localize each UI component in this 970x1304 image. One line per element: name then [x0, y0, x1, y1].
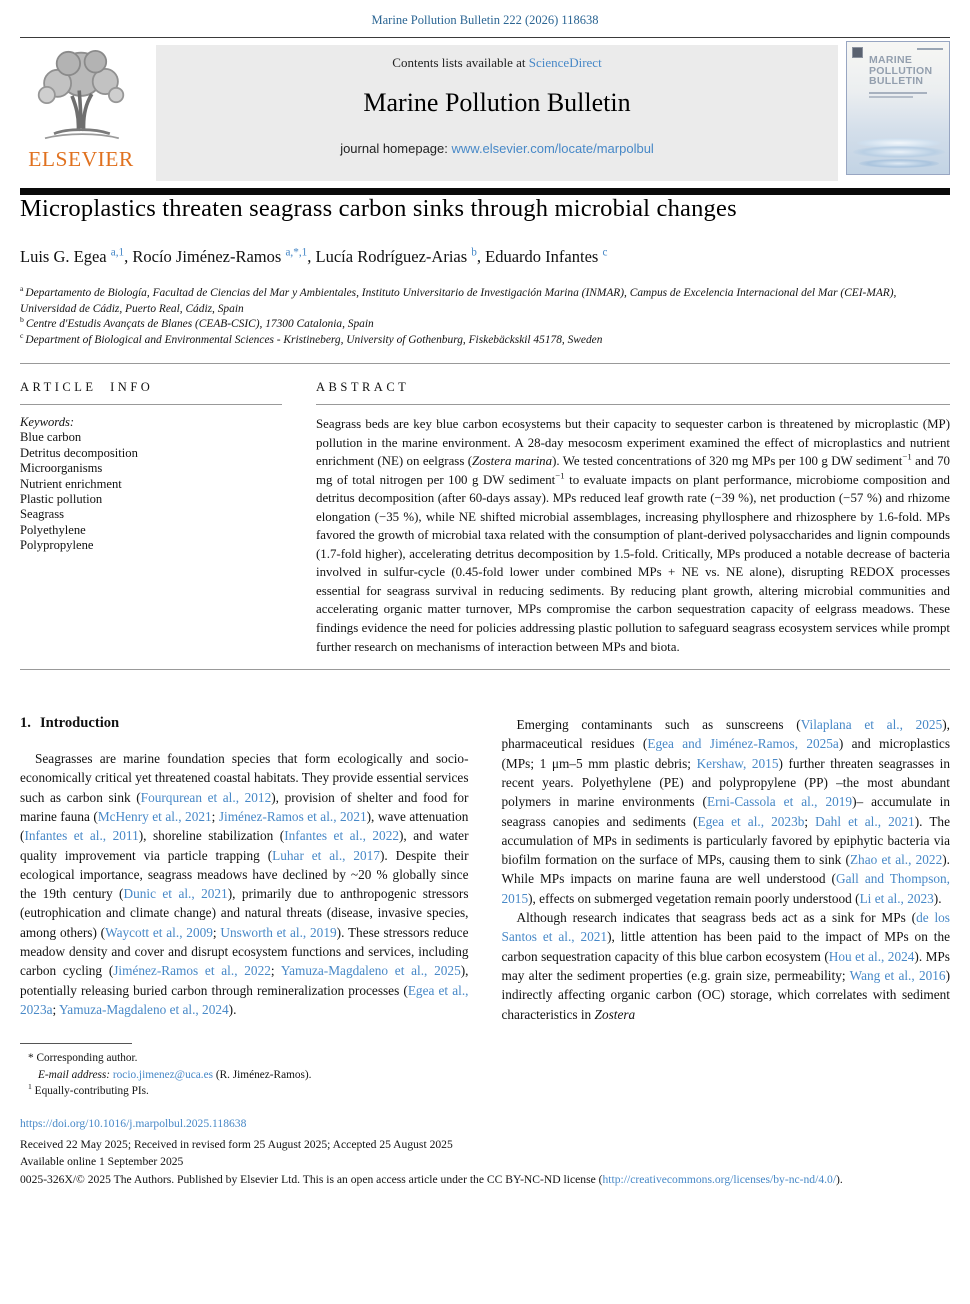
intro-paragraph [20, 749, 469, 1019]
text-segment: b [20, 315, 26, 325]
keywords-block [20, 415, 282, 554]
cover-title-line: MARINE [869, 54, 913, 66]
elsevier-tree-icon [27, 45, 135, 145]
contents-line [156, 55, 838, 71]
affiliation-a [20, 286, 950, 317]
text-segment: ), and water quality improvement via particle trapping ( [20, 828, 469, 863]
text-segment: ). MPs may alter the sediment properties (e.g. grain size, permeability; [501, 948, 950, 983]
sciencedirect-link[interactable]: ScienceDirect [528, 55, 602, 70]
text-segment: c [20, 330, 26, 340]
article-info-heading: ARTICLE INFO [20, 380, 282, 405]
inline-link[interactable]: Infantes et al., 2022 [284, 828, 399, 844]
inline-link[interactable]: Luhar et al., 2017 [272, 847, 380, 863]
inline-link[interactable]: Yamuza-Magdaleno et al., 2025 [280, 963, 461, 979]
footnote-divider [20, 1043, 132, 1044]
text-segment: Department of Biological and Environmental Sciences - Kristineberg, University of Gothenburg, Fiskebäckskil 45178, Sweden [25, 333, 603, 346]
text-segment: Seagrass beds are key blue carbon ecosystems but their capacity to sequester carbon is threatened by microplastic (MP) pollution in the marine environment. A 28-day mesocosm experiment examined the effect of microplastics and nutrient enrichment (NE) on eelgrass ( [316, 417, 950, 469]
text-segment: ). We tested concentrations of 320 mg MPs per 100 g DW sediment [552, 454, 903, 469]
text-segment: Luis G. Egea [20, 247, 111, 266]
masthead-center-panel [156, 45, 838, 181]
inline-link[interactable]: Hou et al., 2024 [828, 948, 915, 964]
introduction-section [20, 715, 950, 1024]
intro-paragraph [502, 715, 951, 908]
top-divider [20, 37, 950, 38]
text-segment: ) and microplastics (MPs; 1 μm–5 mm plastic debris; [501, 736, 951, 771]
inline-link[interactable]: Egea and Jiménez-Ramos, 2025a [647, 736, 839, 752]
text-segment: a [20, 284, 26, 294]
text-segment: ). [933, 890, 942, 906]
intro-right-column [502, 715, 951, 1024]
doi-link[interactable]: https://doi.org/10.1016/j.marpolbul.2025.118638 [20, 1117, 247, 1131]
inline-link[interactable]: Unsworth et al., 2019 [220, 924, 337, 940]
text-segment: −1 [902, 451, 912, 462]
text-segment: 0025-326X/© 2025 The Authors. Published by Elsevier Ltd. This is an open access article under the CC BY-NC-ND license ( [20, 1172, 603, 1186]
text-segment: Although research indicates that seagrass beds act as a sink for MPs ( [516, 910, 917, 926]
section-number: 1. [20, 715, 31, 732]
cover-subtitle-bar [869, 92, 927, 94]
inline-link[interactable]: c [602, 246, 608, 259]
abstract-column [316, 364, 950, 656]
section-heading-introduction [20, 715, 469, 732]
text-segment: ), shoreline stabilization ( [138, 828, 285, 844]
cover-title-line: POLLUTION [869, 64, 933, 77]
info-abstract-section [20, 364, 950, 656]
inline-link[interactable]: McHenry et al., 2021 [97, 809, 212, 824]
inline-link[interactable]: a,*,1 [285, 246, 308, 259]
text-segment: Zostera marina [472, 454, 553, 469]
inline-link[interactable]: Dunic et al., 2021 [123, 886, 228, 902]
text-segment: ) indirectly affecting organic carbon (OC) storage, which correlates with sediment characteristics in [501, 967, 951, 1022]
keyword-item: Seagrass [20, 507, 65, 522]
keyword-item: Plastic pollution [20, 492, 103, 507]
inline-link[interactable]: Vilaplana et al., 2025 [800, 717, 943, 733]
keyword-item: Polyethylene [20, 522, 86, 537]
cover-title [869, 55, 932, 87]
affiliation-b [20, 317, 950, 333]
masthead [20, 45, 950, 181]
journal-title: Marine Pollution Bulletin [363, 88, 631, 117]
masthead-divider-bar [20, 188, 950, 195]
text-segment: −1 [555, 470, 565, 481]
intro-left-column [20, 715, 469, 1024]
section-divider [20, 669, 950, 670]
inline-link[interactable]: de los Santos et al., 2021 [501, 910, 950, 945]
inline-link[interactable]: Yamuza-Magdaleno et al., 2024 [59, 1001, 229, 1017]
text-segment: ; [804, 813, 816, 829]
inline-link[interactable]: b [471, 246, 477, 259]
available-online: Available online 1 September 2025 [20, 1155, 184, 1169]
homepage-prefix: journal homepage: [340, 141, 452, 156]
keyword-item: Blue carbon [20, 430, 82, 445]
cover-wave-art [853, 146, 945, 158]
text-segment: ). [228, 1001, 237, 1017]
inline-link[interactable]: Kershaw, 2015 [696, 755, 779, 771]
text-segment: to evaluate impacts on plant performance, microbiome composition and detritus decomposition (after 60-days assay). MPs reduced leaf growth rate (−39 %), net production (−57 %) and rhizome elongation (−35 %), while NE shifted microbial assemblages, increasing phyllosphere and rhizosphere by 1.6-fold. MPs favored the growth of microbial taxa related with the consumption of plant-derived polysaccharides and lignin compounds (1.7-fold higher), accelerating detritus decomposition by 1.5-fold. Critically, MPs produced a notable decrease of bacteria involved in sulfur-cycle (0.45-fold lower under combined MPs + NE vs. NE alone), disrupting REDOX processes essential for seagrass survival in reducing sediments. By reducing plant growth, altering microbial communities and accelerating organic matter turnover, MPs compromise the carbon sequestration capacity of eelgrass meadows. These findings evidence the need for policies addressing plastic pollution to safeguard seagrass ecosystem services while prompt further research on mechanisms of interaction between MPs and biota. [316, 472, 951, 654]
inline-link[interactable]: Jiménez-Ramos et al., 2021 [218, 809, 367, 824]
inline-link[interactable]: Waycott et al., 2009 [105, 924, 213, 940]
text-segment: ), wave attenuation ( [20, 809, 469, 844]
article-info-column [20, 364, 282, 656]
text-segment: ), primarily due to anthropogenic stressors (eutrophication and climate change) and natural threats (disease, invasive species, among others) ( [20, 886, 469, 940]
text-segment: ) further threaten seagrasses in recent years. Polyethylene (PE) and polypropylene (PP) –the most abundant polymers in marine environments ( [501, 755, 950, 810]
journal-cover-thumbnail[interactable] [846, 41, 950, 175]
text-segment: 1 [28, 1082, 32, 1092]
abstract-heading: ABSTRACT [316, 380, 950, 405]
text-segment: ). Despite their ecological importance, seagrass meadows have declined by ~20 % globally since the 19th century ( [20, 847, 469, 902]
text-segment: (R. Jiménez-Ramos). [213, 1068, 312, 1081]
inline-link[interactable]: Egea et al., 2023a [20, 982, 469, 1017]
text-segment: ), effects on submerged vegetation remain poorly understood ( [528, 890, 860, 906]
copyright-line [20, 1171, 950, 1189]
text-segment: , Lucía Rodríguez-Arias [307, 247, 472, 266]
inline-link[interactable]: Jiménez-Ramos et al., 2022 [113, 963, 271, 979]
keyword-item: Microorganisms [20, 461, 103, 476]
inline-link[interactable]: Egea et al., 2023b [697, 813, 805, 829]
elsevier-wordmark: ELSEVIER [28, 147, 134, 171]
affiliation-list [20, 286, 950, 348]
text-segment: ), potentially releasing buried carbon through remineralization processes ( [20, 963, 469, 998]
footnote-email [20, 1067, 950, 1084]
inline-link[interactable]: Infantes et al., 2011 [24, 828, 139, 844]
text-segment: Centre d'Estudis Avançats de Blanes (CEAB-CSIC), 17300 Catalonia, Spain [25, 318, 374, 330]
inline-link[interactable]: Erni-Cassola et al., 2019 [707, 794, 853, 810]
cover-wave-art [859, 159, 939, 168]
inline-link[interactable]: Wang et al., 2016 [849, 967, 946, 983]
received-dates: Received 22 May 2025; Received in revised form 25 August 2025; Accepted 25 August 2025 [20, 1137, 453, 1151]
text-segment: ), provision of shelter and food for marine fauna ( [20, 789, 469, 824]
section-title: Introduction [39, 715, 120, 732]
abstract-text [316, 415, 950, 656]
affiliation-c [20, 330, 950, 349]
inline-link[interactable]: a,1 [110, 246, 125, 259]
keyword-item: Detritus decomposition [20, 445, 138, 460]
text-segment: Zostera [594, 1006, 636, 1022]
cover-subtitle-bar [869, 96, 913, 98]
cover-title-line: BULLETIN [869, 75, 924, 87]
inline-link[interactable]: Gall and Thompson, 2015 [501, 871, 950, 906]
contents-prefix: Contents lists available at [392, 55, 529, 70]
footnotes [20, 1043, 950, 1100]
journal-citation: Marine Pollution Bulletin 222 (2026) 118638 [371, 13, 599, 27]
inline-link[interactable]: Dahl et al., 2021 [815, 813, 915, 829]
text-segment: )– accumulate in seagrass canopies and sediments ( [501, 794, 951, 829]
cover-publisher-logo-icon [852, 47, 863, 58]
article-footer [20, 1115, 950, 1188]
text-segment: Departamento de Biología, Facultad de Ciencias del Mar y Ambientales, Instituto Universitario de Investigación Marina (INMAR), Campus de Excelencia Internacional del Mar (CEI-MAR), Universidad de Cádiz, Puerto Real, Cádiz, Spain [20, 287, 897, 315]
text-segment: Emerging contaminants such as sunscreens ( [516, 717, 801, 733]
elsevier-logo[interactable] [20, 45, 142, 172]
intro-paragraph [502, 908, 951, 1024]
inline-link[interactable]: Zhao et al., 2022 [849, 852, 943, 868]
text-segment: , Rocío Jiménez-Ramos [124, 247, 286, 266]
text-segment: * Corresponding author. [28, 1051, 138, 1064]
text-segment: ). The accumulation of MPs in sediments is particularly favored by epiphytic bacteria via biofilm formation on the surface of MPs, causing them to sink ( [501, 813, 950, 868]
homepage-line [156, 141, 838, 156]
text-segment: and 70 mg of total nitrogen per 100 g DW sediment [316, 454, 951, 487]
footnote-equal-contribution [20, 1083, 950, 1100]
text-segment: ; [52, 1001, 60, 1017]
text-segment: ). [836, 1172, 843, 1186]
article-title: Microplastics threaten seagrass carbon sinks through microbial changes [20, 195, 737, 222]
author-list [20, 247, 950, 267]
text-segment: Seagrasses are marine foundation species that form ecologically and socio-economically critical yet threatened coastal habitats. They provide essential services such as carbon sink ( [20, 751, 469, 805]
keywords-label: Keywords: [20, 415, 75, 429]
cover-issn-bar [917, 48, 943, 50]
text-segment: ), pharmaceutical residues ( [501, 717, 950, 752]
homepage-link[interactable]: www.elsevier.com/locate/marpolbul [451, 141, 654, 156]
inline-link[interactable]: Fourqurean et al., 2012 [140, 789, 272, 805]
keyword-item: Nutrient enrichment [20, 476, 122, 491]
text-segment: E-mail address: [38, 1068, 111, 1081]
text-segment: ; [211, 809, 219, 824]
text-segment: ). While MPs impacts on marine fauna are well understood ( [501, 852, 950, 887]
inline-link[interactable]: Li et al., 2023 [859, 890, 934, 906]
footnote-corresponding [20, 1050, 950, 1067]
text-segment: ; [270, 963, 281, 979]
text-segment: ; [212, 924, 221, 940]
text-segment: ). These stressors reduce meadow density and cover and disrupt ecosystem functions and services, including carbon cycling ( [20, 924, 469, 979]
text-segment: ), little attention has been paid to the impact of MPs on the carbon sequestration capacity of this blue carbon ecosystem ( [501, 929, 950, 964]
inline-link[interactable]: http://creativecommons.org/licenses/by-nc-nd/4.0/ [602, 1172, 837, 1186]
keyword-item: Polypropylene [20, 538, 94, 553]
text-segment: Equally-contributing PIs. [31, 1085, 149, 1098]
inline-link[interactable]: rocio.jimenez@uca.es [112, 1068, 213, 1081]
text-segment: , Eduardo Infantes [476, 247, 603, 266]
